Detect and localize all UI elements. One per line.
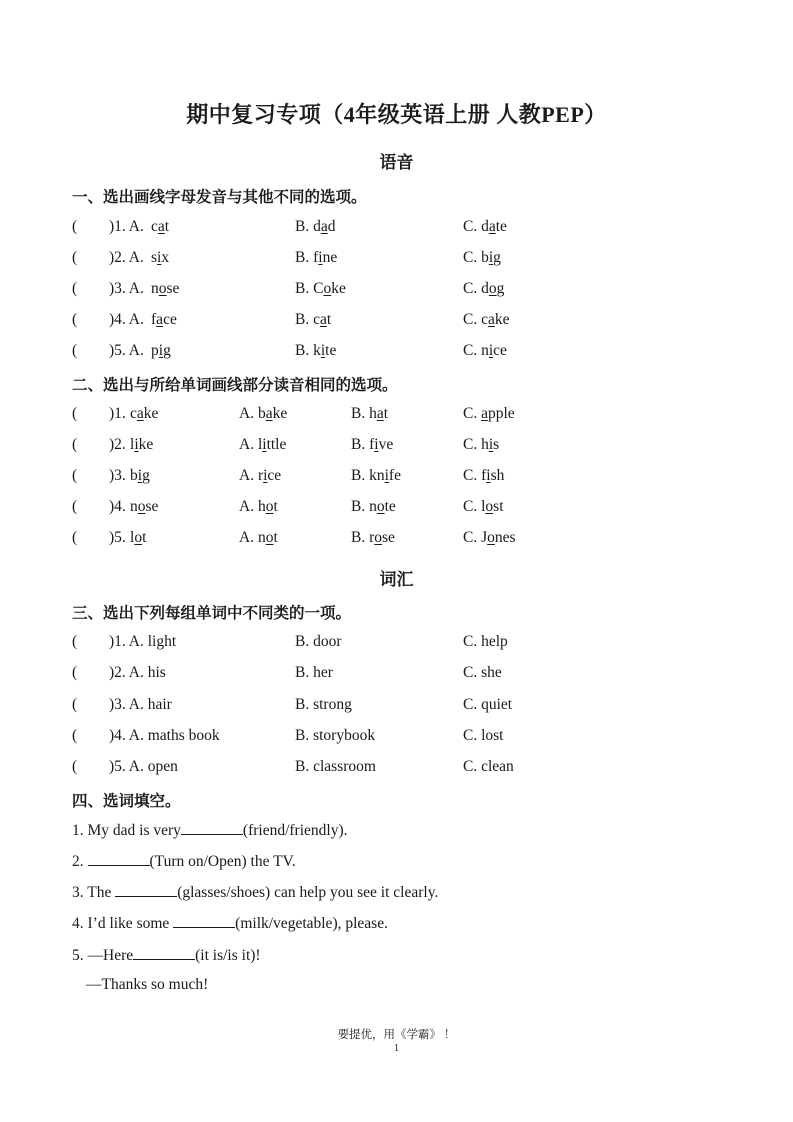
option-c [463,498,504,516]
word-part: B. k [295,342,321,359]
underlined-letter: o [265,498,274,515]
option-a: )3. A. hair [109,696,172,713]
underlined-letter: i [320,342,326,359]
option-b [351,498,396,516]
answer-paren: ( [72,664,78,681]
underlined-letter: o [158,280,167,297]
underlined-letter: o [374,529,382,546]
answer-paren: ( [72,633,78,650]
option-c: C. quiet [463,696,513,713]
section-2-heading: 二、选出与所给单词画线部分读音相同的选项。 [72,377,398,394]
word-part: C. [463,405,482,422]
part-heading-vocab: 词汇 [379,570,414,589]
underlined-letter: a [487,311,495,328]
word-part: l [130,529,135,546]
underlined-letter: a [265,405,273,422]
word-part: A. n [239,529,266,546]
underlined-letter: i [263,467,268,484]
word-part: C. l [463,498,486,515]
option-c [463,342,507,360]
word-part: ke [494,311,510,328]
word-part: fe [388,467,401,484]
word-part: ne [322,249,338,266]
word-part: x [161,249,170,266]
word-part: t [164,218,170,235]
underlined-letter: a [488,218,496,235]
answer-paren: ( [72,758,78,775]
option-b: B. door [295,633,342,650]
underlined-letter: o [265,529,274,546]
option-c [463,467,504,485]
question-number: )1. A. [109,218,148,235]
word-part: n [151,280,159,297]
option-a [151,342,171,360]
option-b [295,249,337,267]
underlined-letter: a [481,405,488,422]
word-part: B. d [295,218,321,235]
word-part: ve [378,436,394,453]
word-choices: (Turn on/Open) the TV. [149,853,296,870]
option-a: )5. A. open [109,758,178,775]
word-part: d [327,218,336,235]
word-part: t [326,311,332,328]
word-part: st [493,498,504,515]
word-part: B. r [351,529,375,546]
word-part: ke [272,405,288,422]
underlined-letter: i [488,249,494,266]
option-a [151,280,179,298]
word-part: t [383,405,389,422]
word-part: C. d [463,280,489,297]
underlined-letter: i [137,467,143,484]
option-b [295,311,331,329]
question-number: )2. A. [109,249,148,266]
word-part: g [496,280,505,297]
fill-in-question [72,945,261,965]
underlined-letter: a [319,311,327,328]
word-part: B. f [295,249,319,266]
underlined-letter: o [487,529,495,546]
word-part: C. f [463,467,487,484]
question-number: )5. A. [109,342,148,359]
word-part: p [151,342,159,359]
option-a: )4. A. maths book [109,727,220,744]
answer-paren: ( [72,342,78,359]
question-text: 1. My dad is very [72,822,181,839]
question-number: )3. A. [109,280,148,297]
option-a [239,529,278,547]
option-c [463,436,499,454]
word-part: nes [494,529,516,546]
underlined-letter: i [488,436,494,453]
section-3-heading: 三、选出下列每组单词中不同类的一项。 [72,605,352,622]
option-a [239,498,278,516]
option-b [351,467,401,485]
answer-paren: ( [72,529,78,546]
answer-blank[interactable] [115,882,177,897]
option-c: C. help [463,633,508,650]
word-part: t [273,529,278,546]
given-word [130,498,158,516]
word-part: ttle [266,436,287,453]
word-part: A. h [239,498,266,515]
word-part: C. n [463,342,489,359]
word-part: pple [487,405,515,422]
word-part: se [382,529,395,546]
underlined-letter: o [134,529,143,546]
word-part: A. b [239,405,266,422]
section-1-heading: 一、选出画线字母发音与其他不同的选项。 [72,189,367,206]
word-part: b [130,467,138,484]
answer-paren: ( [72,218,78,235]
option-b: B. her [295,664,333,681]
word-choices: (glasses/shoes) can help you see it clearly. [177,884,439,901]
option-a [151,311,177,329]
underlined-letter: a [320,218,328,235]
word-part: c [130,405,137,422]
option-c [463,280,504,298]
option-a [151,218,169,236]
underlined-letter: o [488,280,497,297]
underlined-letter: i [134,436,139,453]
word-part: te [325,342,337,359]
option-c [463,311,510,329]
footer-note: 要提优，用《学霸》 ！ [337,1029,456,1041]
question-text: 4. I’d like some [72,915,174,932]
word-part: C. b [463,249,489,266]
word-part: C. d [463,218,489,235]
answer-blank[interactable] [181,820,243,835]
word-part: B. C [295,280,324,297]
underlined-letter: o [376,498,385,515]
option-a [239,436,286,454]
answer-blank[interactable] [173,913,235,928]
word-part: se [166,280,180,297]
word-part: ke [143,405,159,422]
given-word [130,436,153,454]
underlined-letter: i [157,249,162,266]
question-number: )1. [109,405,130,422]
question-number: )4. [109,498,130,515]
answer-paren: ( [72,436,78,453]
option-a: )1. A. light [109,633,177,650]
underlined-letter: i [384,467,389,484]
underlined-letter: i [262,436,267,453]
word-part: t [273,498,278,515]
word-part: te [384,498,396,515]
answer-paren: ( [72,311,78,328]
option-c [463,405,515,423]
fill-in-question [72,913,388,933]
word-part: ce [493,342,507,359]
question-number: )4. A. [109,311,148,328]
option-c [463,249,501,267]
underlined-letter: o [323,280,332,297]
answer-blank[interactable] [133,945,195,960]
word-part: B. h [351,405,377,422]
word-part: B. kn [351,467,385,484]
answer-paren: ( [72,696,78,713]
option-b: B. strong [295,696,352,713]
word-choices: (milk/vegetable), please. [235,915,388,932]
word-part: B. c [295,311,320,328]
part-heading-phonics: 语音 [379,153,414,172]
option-b [295,280,346,298]
option-a: )2. A. his [109,664,166,681]
underlined-letter: i [374,436,379,453]
option-c: C. she [463,664,502,681]
option-b: B. classroom [295,758,376,775]
underlined-letter: a [136,405,144,422]
word-part: g [493,249,501,266]
answer-paren: ( [72,467,78,484]
underlined-letter: a [376,405,384,422]
option-b [351,436,393,454]
underlined-letter: i [486,467,491,484]
option-a [239,405,287,423]
word-part: n [130,498,138,515]
word-part: s [151,249,158,266]
question-number: )2. [109,436,130,453]
word-part: t [142,529,147,546]
option-c: C. clean [463,758,514,775]
word-part: se [145,498,159,515]
fill-in-question [72,851,296,871]
word-part: A. l [239,436,263,453]
option-b [295,218,335,236]
page-title: 期中复习专项（4年级英语上册 人教PEP） [186,102,607,127]
underlined-letter: o [485,498,494,515]
word-part: f [151,311,157,328]
option-b: B. storybook [295,727,376,744]
word-part: s [493,436,500,453]
word-choices: (friend/friendly). [242,822,348,839]
word-part: g [142,467,150,484]
underlined-letter: a [157,218,165,235]
word-choices: (it is/is it)! [195,947,261,964]
word-part: ke [331,280,346,297]
word-part: A. r [239,467,264,484]
word-part: g [163,342,171,359]
word-part: B. n [351,498,377,515]
given-word [130,405,158,423]
dialogue-reply: —Thanks so much! [86,976,209,993]
underlined-letter: i [488,342,494,359]
question-text: 3. The [72,884,116,901]
word-part: C. c [463,311,488,328]
answer-paren: ( [72,280,78,297]
option-b [295,342,336,360]
option-b [351,405,388,423]
word-part: l [130,436,135,453]
answer-paren: ( [72,727,78,744]
word-part: c [151,218,158,235]
underlined-letter: i [318,249,323,266]
underlined-letter: i [158,342,164,359]
answer-paren: ( [72,498,78,515]
option-a [239,467,281,485]
option-c: C. lost [463,727,504,744]
page-number: 1 [393,1043,400,1054]
section-4-heading: 四、选词填空。 [72,793,181,810]
question-number: )3. [109,467,130,484]
underlined-letter: o [137,498,146,515]
given-word [130,529,146,547]
word-part: B. f [351,436,375,453]
word-part: ke [138,436,154,453]
question-text: 2. [72,853,88,870]
answer-paren: ( [72,249,78,266]
underlined-letter: a [156,311,164,328]
option-c [463,218,507,236]
answer-paren: ( [72,405,78,422]
question-number: )5. [109,529,130,546]
word-part: te [495,218,507,235]
fill-in-question [72,882,438,902]
word-part: ce [163,311,177,328]
word-part: ce [267,467,282,484]
question-text: 5. —Here [72,947,134,964]
given-word [130,467,150,485]
fill-in-question [72,820,348,840]
answer-blank[interactable] [88,851,150,866]
word-part: sh [490,467,505,484]
word-part: C. h [463,436,489,453]
option-b [351,529,395,547]
word-part: C. J [463,529,488,546]
option-a [151,249,169,267]
option-c [463,529,516,547]
